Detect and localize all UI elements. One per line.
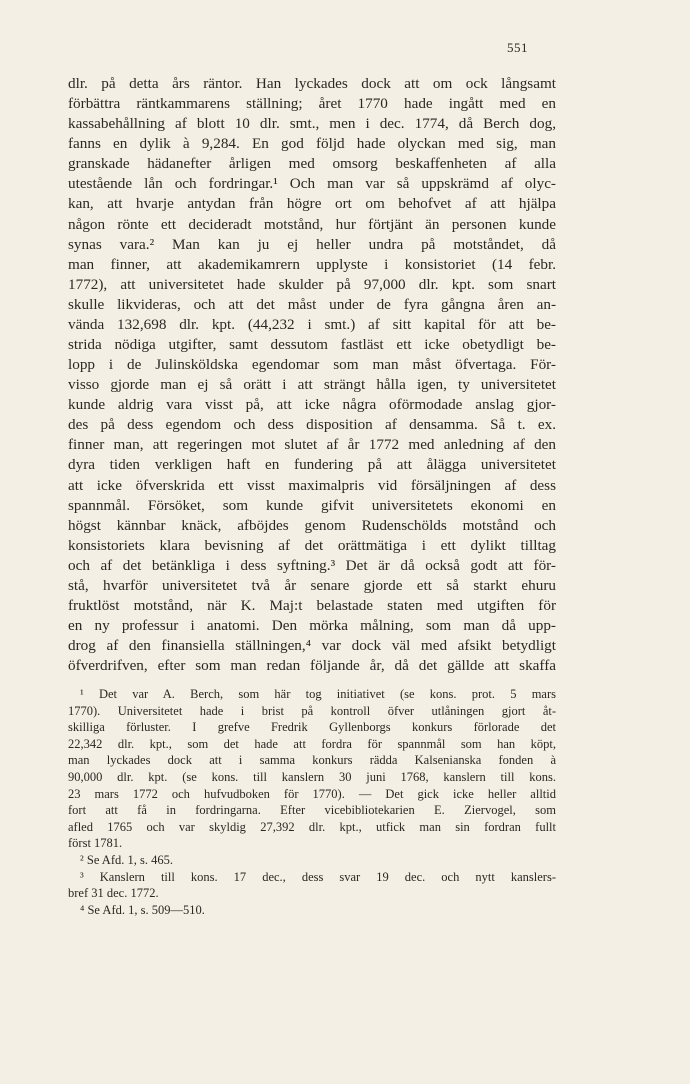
footnote-1-line: afled 1765 och var skyldig 27,392 dlr. kpt., utfick man sin fordran fullt: [68, 819, 556, 834]
footnote-1-line: 22,342 dlr. kpt., som det hade att fordra för spannmål som han köpt,: [68, 736, 556, 751]
text-line: kunde aldrig vara visst på, att icke några oförmodade anslag gjor-: [68, 396, 556, 414]
text-line: öfverdrifven, efter som man redan följande år, då det gällde att skaffa: [68, 657, 556, 675]
text-line: en ny professur i anatomi. Den mörka målning, som man då upp-: [68, 617, 556, 635]
footnotes: [68, 686, 556, 918]
body-text: [68, 74, 556, 676]
footnote-1-line: man lyckades dock att i samma konkurs rädda Kalsenianska fonden à: [68, 753, 556, 768]
text-line: skulle likvideras, och att det måst under de fyra gångna åren an-: [68, 295, 556, 313]
footnote-1-line: 90,000 dlr. kpt. (se kons. till kanslern 30 juni 1768, kanslern till kons.: [68, 769, 556, 784]
text-line: kan, att hvarje antydan från högre ort om behofvet af att hjälpa: [68, 195, 556, 213]
text-line: högst kännbar knäck, afböjdes genom Rudenschölds motstånd och: [68, 516, 556, 534]
text-line: man finner, att akademikamrern upplyste i konsistoriet (14 febr.: [68, 255, 556, 273]
footnote-1-line: skilliga förluster. I grefve Fredrik Gyllenborgs konkurs förlorade det: [68, 720, 556, 735]
text-line: drog af den finansiella ställningen,⁴ var dock väl med afsikt betydligt: [68, 637, 556, 655]
footnote-1-line: 23 mars 1772 och hufvudboken för 1770). — Det gick icke heller alltid: [68, 786, 556, 801]
footnote-4-line: ⁴ Se Afd. 1, s. 509—510.: [80, 902, 205, 917]
text-line: vända 132,698 dlr. kpt. (44,232 i smt.) af sitt kapital för att be-: [68, 315, 556, 333]
text-line: utestående lån och fordringar.¹ Och man var så uppskrämd af olyc-: [68, 175, 556, 193]
page-number: 551: [507, 40, 528, 55]
text-line: lopp i de Julinsköldska egendomar som man måst öfvertaga. För-: [68, 356, 556, 374]
text-line: fruktlöst motstånd, när K. Maj:t belastade staten med utgiften för: [68, 597, 556, 615]
text-line: dlr. på detta års räntor. Han lyckades dock att om ock långsamt: [68, 75, 556, 92]
text-line: stå, hvarför universitetet två år senare gjorde ett så starkt ehuru: [68, 576, 556, 594]
text-line: kassabehållning af blott 10 dlr. smt., men i dec. 1774, då Berch dog,: [68, 115, 556, 133]
footnote-1-line: först 1781.: [68, 836, 123, 851]
footnote-3-line: ³ Kanslern till kons. 17 dec., dess svar 19 dec. och nytt kanslers-: [80, 869, 556, 884]
text-line: konsistoriets klara bevisning af det orättmätiga i ett dylikt tilltag: [68, 536, 556, 554]
text-line: des på dess egendom och dess disposition af densamma. Så t. ex.: [68, 416, 556, 434]
text-line: dyra tiden verkligen haft en fundering på att ålägga universitetet: [68, 456, 556, 474]
text-line: visso gjorde man ej så orätt i att strängt hålla igen, ty universitetet: [68, 376, 556, 394]
footnote-2-line: ² Se Afd. 1, s. 465.: [80, 852, 173, 867]
footnote-3-line: bref 31 dec. 1772.: [68, 886, 159, 901]
text-line: att icke öfverskrida ett visst maximalpris vid försäljningen af dess: [68, 476, 556, 494]
text-line: granskade hädanefter årligen med omsorg beskaffenheten af alla: [68, 155, 556, 173]
text-line: fanns en dylik à 9,284. En god följd hade olyckan med sig, man: [68, 135, 556, 153]
text-line: finner man, att regeringen mot slutet af år 1772 med anledning af den: [68, 436, 556, 454]
text-line: och af det betänkliga i dess syftning.³ Det är då också godt att för-: [68, 556, 556, 574]
footnote-1-line: 1770). Universitetet hade i brist på kontroll öfver utlåningen gjort åt-: [68, 703, 556, 718]
text-line: synas vara.² Man kan ju ej heller undra på motståndet, då: [68, 235, 556, 253]
text-line: spannmål. Försöket, som kunde gifvit universitetets ekonomi en: [68, 496, 556, 514]
footnote-1-line: fort att få in fordringarna. Efter vicebibliotekarien E. Ziervogel, som: [68, 803, 556, 818]
text-line: förbättra räntkammarens ställning; året 1770 hade ingått med en: [68, 95, 556, 113]
footnote-1-line: ¹ Det var A. Berch, som här tog initiativet (se kons. prot. 5 mars: [80, 687, 556, 701]
text-line: strida nödiga utgifter, samt dessutom fastläst ett icke obetydligt be-: [68, 336, 556, 354]
text-line: 1772), att universitetet hade skulder på 97,000 dlr. kpt. som snart: [68, 275, 556, 293]
text-line: någon rönte ett decideradt motstånd, hur förtjänt än personen kunde: [68, 215, 556, 233]
